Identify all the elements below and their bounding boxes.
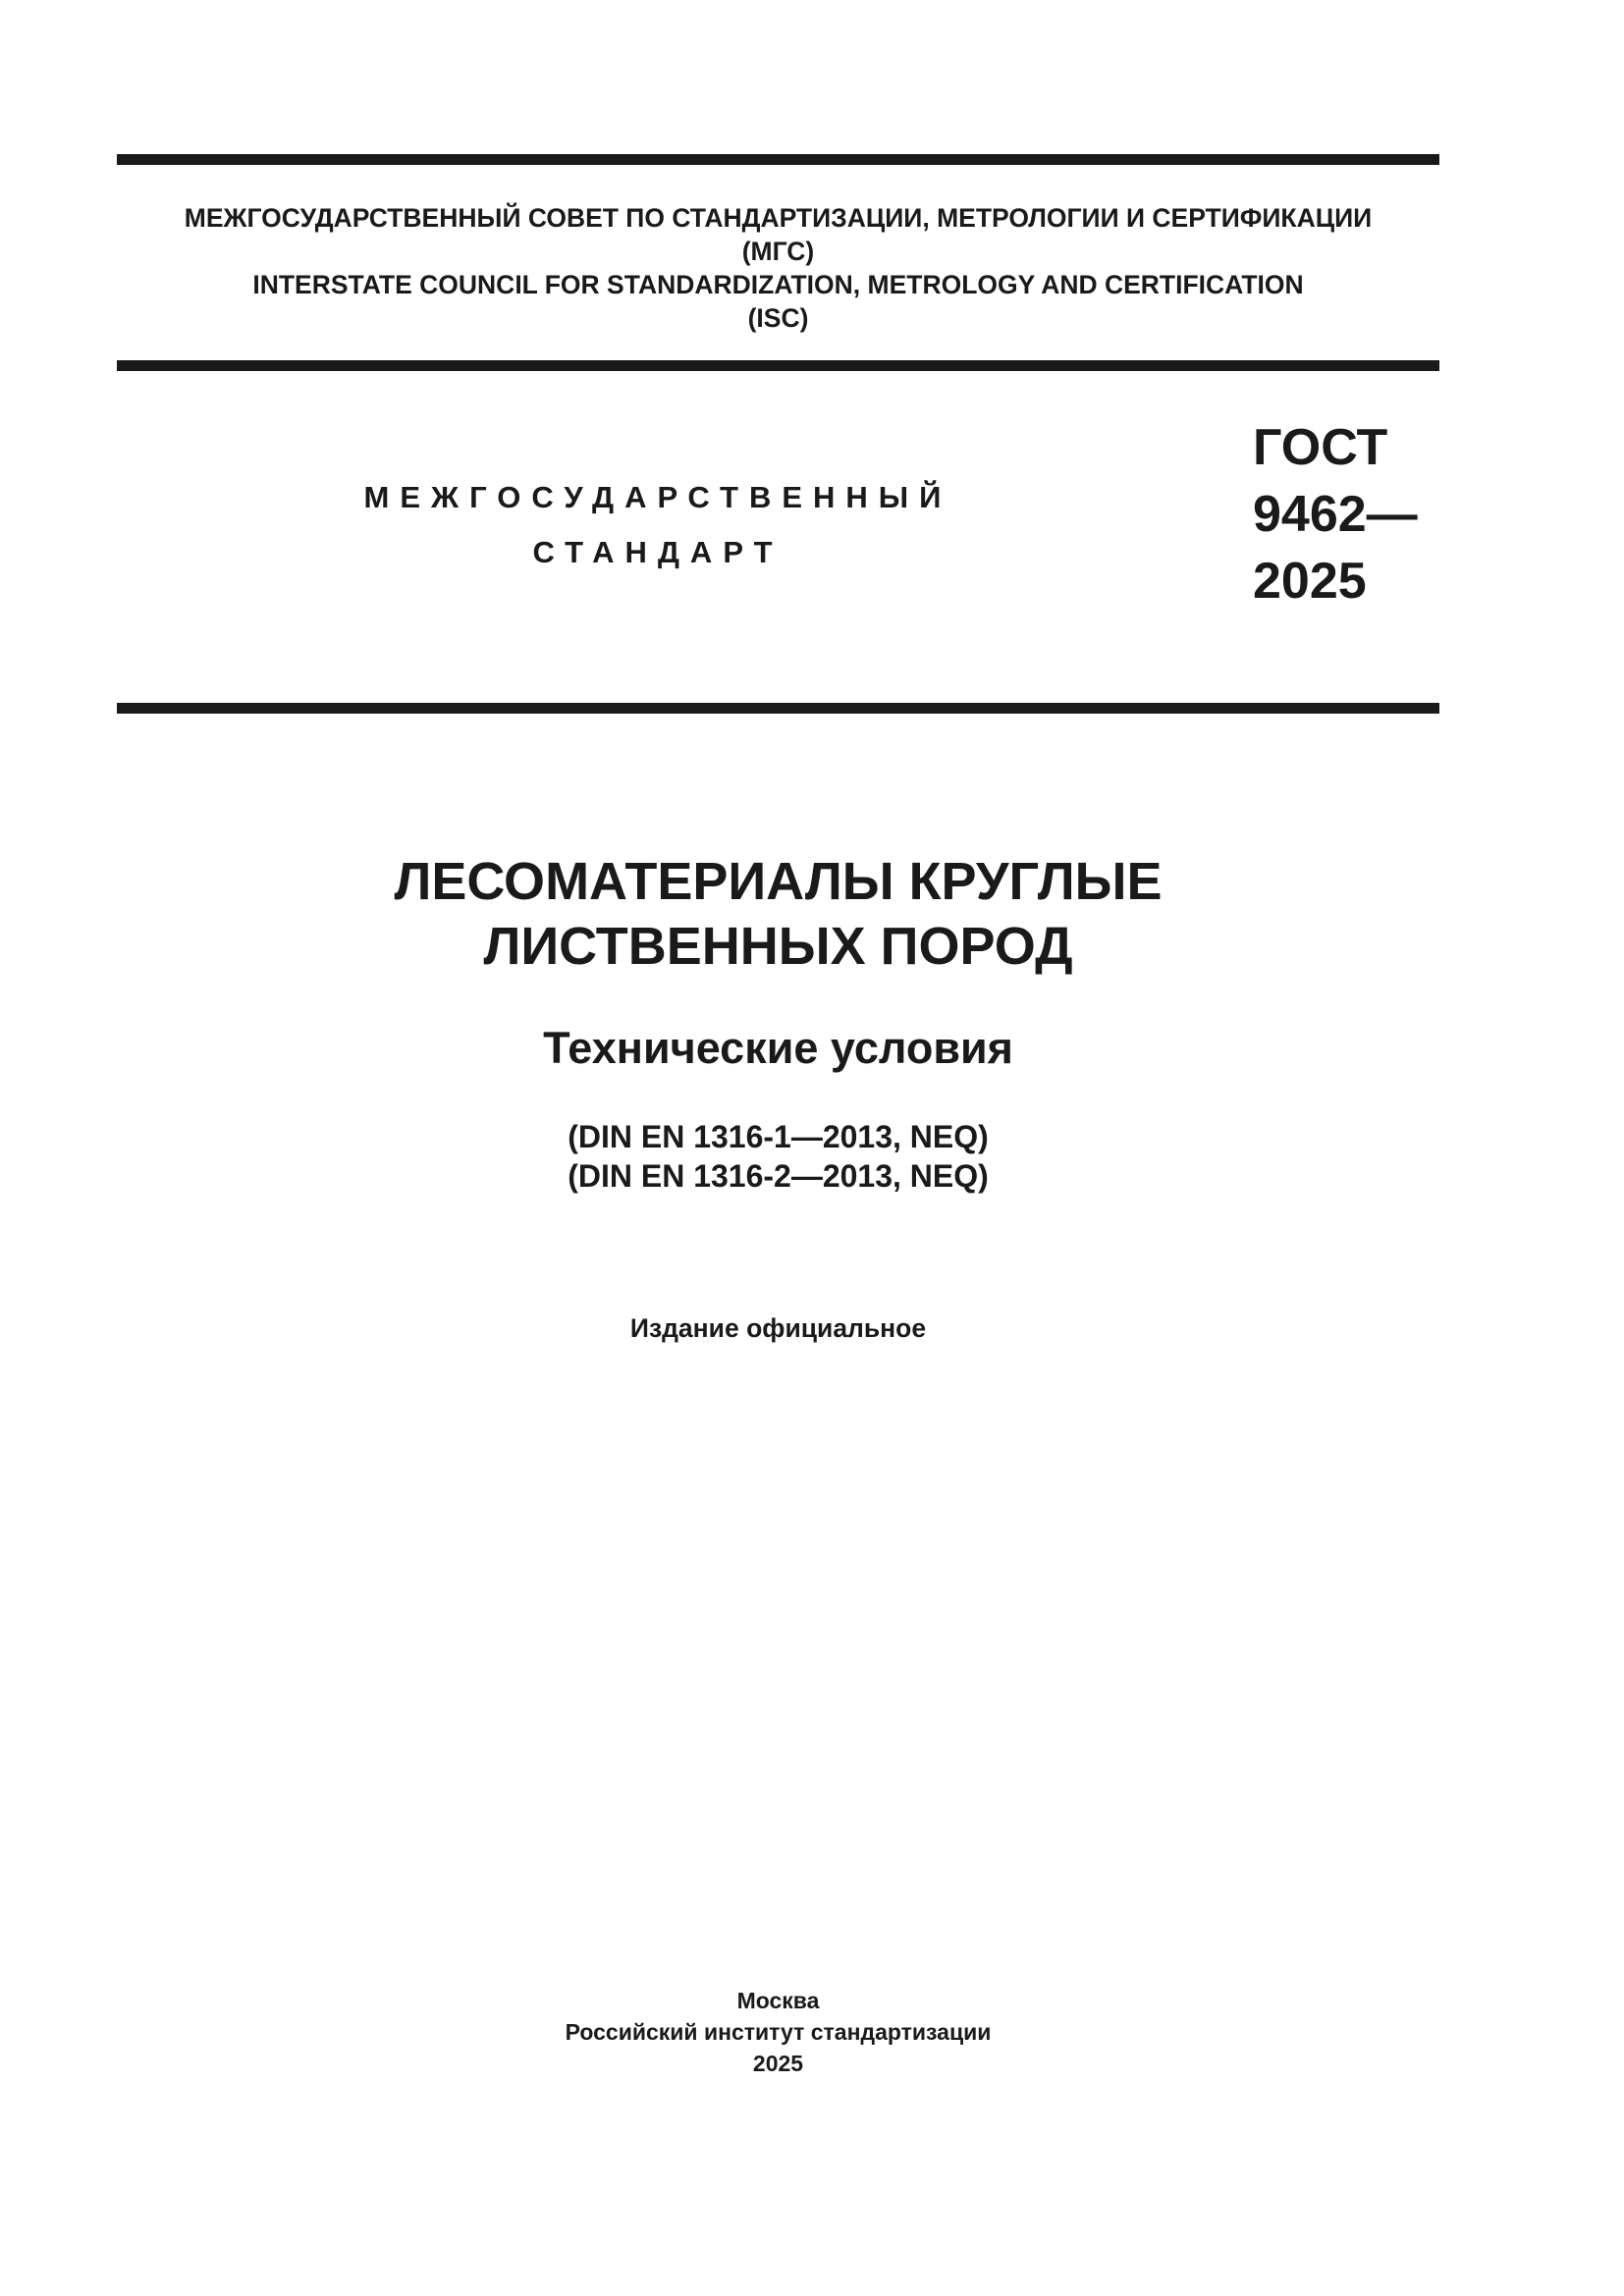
imprint-publisher: Российский институт стандартизации [565, 2019, 992, 2045]
council-header [117, 201, 1439, 335]
title-line1: ЛЕСОМАТЕРИАЛЫ КРУГЛЫЕ [394, 852, 1163, 911]
council-name-ru: МЕЖГОСУДАРСТВЕННЫЙ СОВЕТ ПО СТАНДАРТИЗАЦИИ, МЕТРОЛОГИИ И СЕРТИФИКАЦИИ [184, 203, 1373, 233]
document-title [117, 849, 1439, 979]
references [117, 1117, 1439, 1196]
header-rule [117, 360, 1439, 371]
standard-type [295, 470, 1021, 580]
standard-type-line1: МЕЖГОСУДАРСТВЕННЫЙ [363, 480, 952, 514]
designation-year: 2025 [1253, 553, 1367, 610]
imprint-year: 2025 [752, 2051, 804, 2076]
council-name-en: INTERSTATE COUNCIL FOR STANDARDIZATION, METROLOGY AND CERTIFICATION [252, 270, 1304, 299]
standard-type-line2: СТАНДАРТ [532, 535, 784, 569]
council-abbr-en: (ISC) [747, 303, 809, 333]
edition-note: Издание официальное [629, 1313, 927, 1343]
title-line2: ЛИСТВЕННЫХ ПОРОД [483, 917, 1073, 976]
imprint-city: Москва [736, 1988, 820, 2013]
reference-item: (DIN EN 1316-1—2013, NEQ) [568, 1119, 989, 1154]
imprint [117, 1985, 1439, 2079]
designation-rule [117, 703, 1439, 714]
designation-number: 9462— [1253, 486, 1418, 543]
document-subtitle: Технические условия [543, 1023, 1013, 1073]
top-rule [117, 154, 1439, 165]
council-abbr-ru: (МГС) [741, 237, 815, 266]
reference-item: (DIN EN 1316-2—2013, NEQ) [568, 1158, 989, 1194]
designation-prefix: ГОСТ [1253, 419, 1388, 476]
standard-designation [1253, 414, 1418, 614]
